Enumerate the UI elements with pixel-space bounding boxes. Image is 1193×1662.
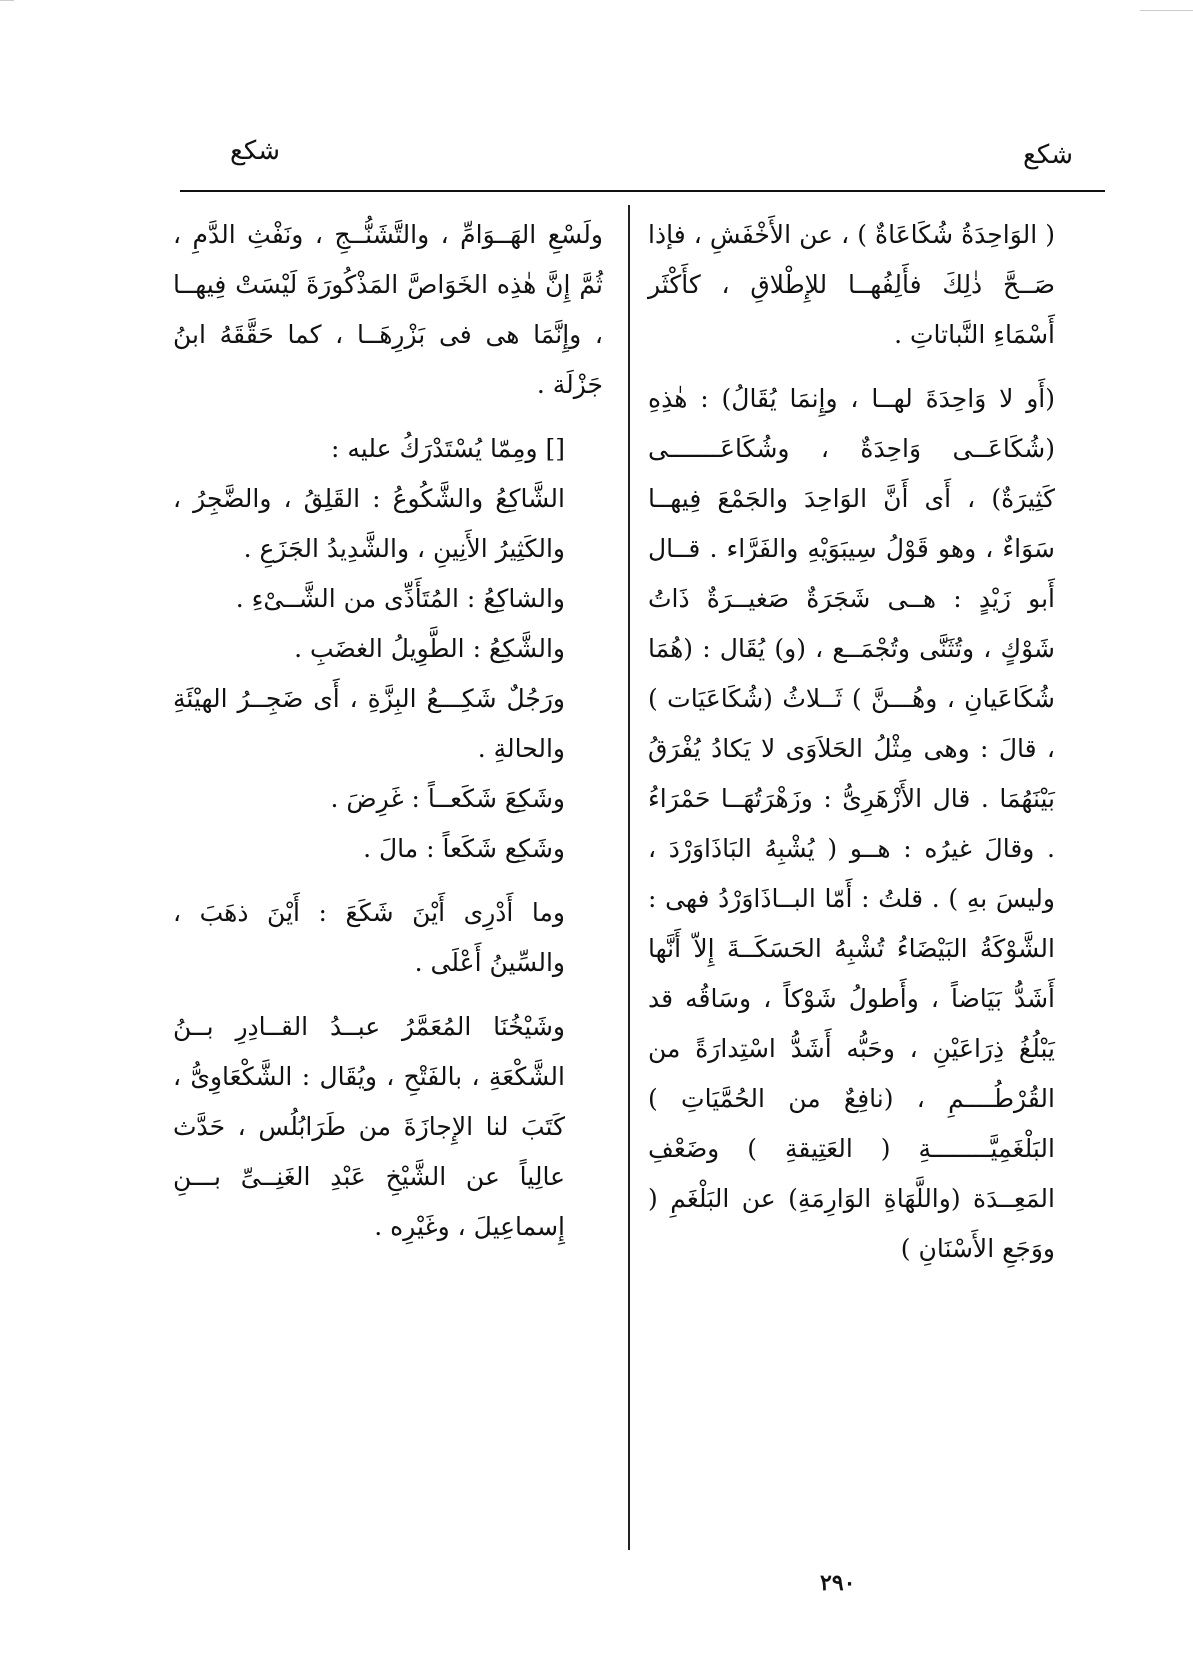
left-paragraph-6: ورَجُلٌ شَكِـــعُ البِزَّةِ ، أَى ضَجِــرُ الهيْئَةِ والحالةِ .	[173, 684, 565, 763]
left-paragraph-4: والشاكِعُ : المُتَأَذِّى من الشَّــىْءِ .	[235, 584, 565, 613]
page-number: ٢٩٠	[820, 1570, 856, 1596]
header-rule	[180, 190, 1105, 192]
left-paragraph-5: والشَّكِعُ : الطَّوِيلُ الغضَبِ .	[294, 634, 565, 663]
corner-mark	[0, 0, 14, 1]
header-right-word: شكع	[1023, 140, 1073, 170]
left-paragraph-8: وشَكِع شَكَعاً : مالَ .	[363, 834, 565, 863]
corner-mark	[1140, 10, 1193, 11]
left-paragraph-9: وما أَدْرِى أَيْنَ شَكَعَ : أَيْنَ ذهَبَ ، والسِّينُ أَعْلَى .	[173, 898, 565, 977]
right-column	[648, 210, 1093, 1274]
right-paragraph-1: ( الوَاحِدَةُ شُكَاعَاةٌ ) ، عن الأَخْفَشِ ، فإذا صَــحَّ ذٰلِكَ فأَلِفُهــا للإِطْلاقِ ، كأَكْثَر أَسْمَاءِ النَّباتاتِ .	[648, 220, 1055, 349]
left-paragraph-7: وشَكِعَ شَكَعــاً : غَرِضَ .	[330, 784, 565, 813]
header-left-word: شكع	[230, 136, 280, 166]
right-paragraph-2: (أَو لا وَاحِدَةَ لهــا ، وإِنمَا يُقَالُ) : هٰذِهِ (شُكَاعَــى وَاحِدَةٌ ، وشُكَاعَـــــــى كَثِيرَةٌ) ، أَى أَنَّ الوَاحِدَ والجَمْعَ فِيهــا سَوَاءٌ ، وهو قَوْلُ سِيبَوَيْهِ والفَرَّاء . قــال أَبو زَيْدٍ : هــى شَجَرَةٌ صَغيــرَةٌ ذَاتُ شَوْكٍ ، وتُثَنَّى وتُجْمَــع ، (و) يُقَال : (هُمَا شُكَاعَيانِ ، وهُـــنَّ ) ثَــلاثُ (شُكَاعَيَات ) ، قالَ : وهى مِثْلُ الحَلاَوَى لا يَكادُ يُفْرَقُ بَيْنَهُمَا . قال الأَزْهَرِىُّ : وزَهْرَتُهَــا حَمْرَاءُ . وقالَ غيرُه : هــو ( يُشْبِهُ البَاذَاوَرْدَ ، وليسَ بهِ ) . قلتُ : أَمّا البــاذَاوَرْدُ فهى : الشَّوْكَةُ البَيْضَاءُ تُشْبِهُ الحَسَكَــةَ إِلاّ أَنَّها أَشَدُّ بَيَاضاً ، وأَطولُ شَوْكاً ، وسَاقُه قد يَبْلُغُ ذِرَاعَيْنِ ، وحَبُّه أَشَدُّ اسْتِدارَةً من القُرْطُــــمِ ، (نافِعٌ من الحُمَّيَاتِ ) البَلْغَمِيَّــــــــةِ ( العَتِيقةِ ) وضَعْفِ المَعِــدَة (واللَّهَاةِ الوَارِمَةِ) عن البَلْغَمِ ( ووَجَعِ الأَسْنَانِ )	[648, 384, 1055, 1263]
column-divider	[628, 205, 630, 1550]
left-column	[173, 210, 603, 1252]
left-paragraph-2: [] ومِمّا يُسْتَدْرَكُ عليه :	[331, 434, 565, 463]
left-paragraph-10: وشَيْخُنَا المُعَمَّرُ عبــدُ القــادِرِ بــنُ الشَّكْعَةِ ، بالفَتْحِ ، ويُقَال : الشَّكْعَاوِىُّ ، كَتَبَ لنا الإِجازَةَ من طَرَابُلُس ، حَدَّث عالِياً عن الشَّيْخِ عَبْدِ الغَنِــىِّ بـــنِ إِسماعِيلَ ، وغَيْرِه .	[173, 1012, 565, 1241]
left-paragraph-3: الشَّاكِعُ والشَّكُوعُ : القَلِقُ ، والضَّجِرُ ، والكَثِيرُ الأَنِينِ ، والشَّدِيدُ الجَزَعِ .	[173, 484, 565, 563]
left-paragraph-1: ولَسْعِ الهَــوَامِّ ، والتَّشَنُّــجِ ، ونَفْثِ الدَّمِ ، ثُمَّ إِنَّ هٰذِه الخَوَاصَّ المَذْكُورَةَ لَيْسَتْ فِيهــا ، وإِنَّمَا هى فى بَزْرِهَــا ، كما حَقَّقَهُ ابنُ جَزْلَة .	[173, 220, 603, 399]
